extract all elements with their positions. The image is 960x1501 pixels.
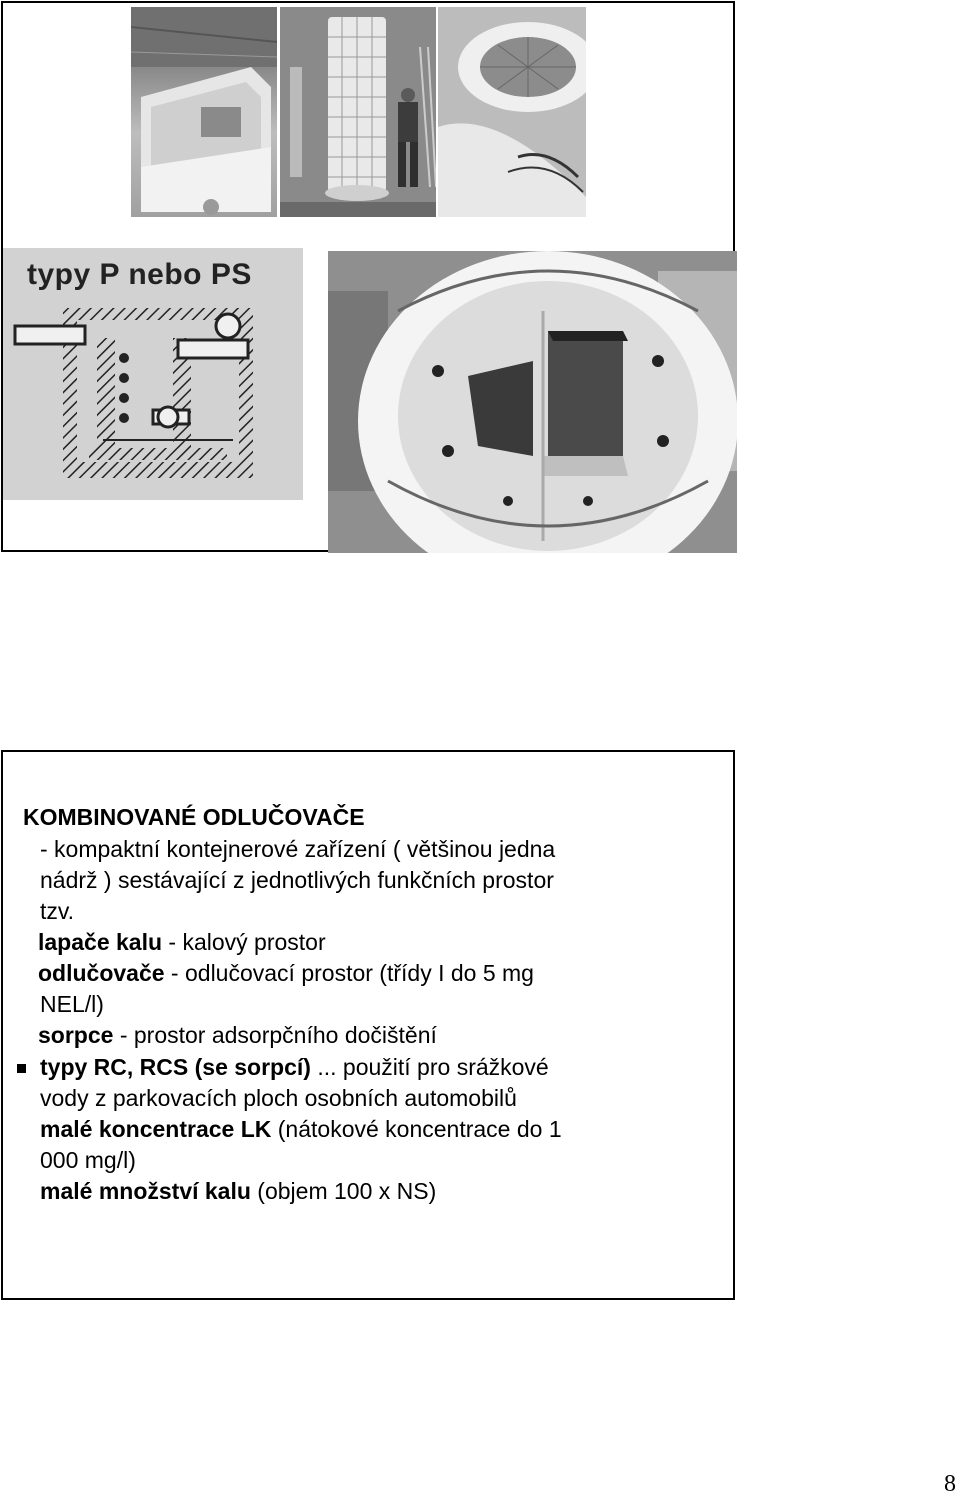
top-slide	[1, 1, 735, 552]
photo-cylinder-ring	[438, 7, 586, 217]
low-concentration-cont: 000 mg/l)	[40, 1147, 136, 1173]
item-separator-desc: - odlučovací prostor (třídy I do 5 mg	[164, 960, 534, 986]
low-concentration-desc: (nátokové koncentrace do 1	[271, 1116, 562, 1142]
item-separator-term: odlučovače	[38, 960, 165, 986]
photo-tank-interior	[328, 251, 737, 553]
bullet-types-rc-term: typy RC, RCS (se sorpcí)	[40, 1054, 311, 1080]
bullet-types-rc-cont: vody z parkovacích ploch osobních automobilů	[40, 1085, 517, 1111]
item-sludge-trap-desc: - kalový prostor	[162, 929, 326, 955]
square-bullet-icon	[17, 1064, 26, 1073]
low-sludge-term: malé množství kalu	[40, 1178, 251, 1204]
diagram-title: typy P nebo PS	[27, 258, 252, 291]
photo-cross-section-diagram	[3, 248, 303, 500]
item-sorption-desc: - prostor adsorpčního dočištění	[113, 1022, 437, 1048]
item-separator	[38, 958, 534, 989]
tank-interior-illustration	[328, 251, 737, 553]
bullet-types-rc-desc: ... použití pro srážkové	[310, 1054, 549, 1080]
photo-cylinder-tower	[280, 7, 436, 217]
bottom-slide	[1, 750, 735, 1300]
item-sorption-term: sorpce	[38, 1022, 114, 1048]
intro-line-2: nádrž ) sestávající z jednotlivých funkčních prostor	[40, 867, 554, 893]
low-concentration-term: malé koncentrace LK	[40, 1116, 272, 1142]
page-number: 8	[944, 1471, 956, 1497]
photo-open-tank	[131, 7, 277, 217]
item-sludge-trap-term: lapače kalu	[38, 929, 163, 955]
open-tank-illustration	[131, 7, 277, 217]
low-concentration	[40, 1114, 562, 1145]
item-sorption	[38, 1020, 437, 1051]
intro-line-1: - kompaktní kontejnerové zařízení ( většinou jedna	[40, 836, 556, 862]
tower-illustration	[280, 7, 436, 217]
low-sludge	[40, 1176, 436, 1207]
item-sludge-trap	[38, 927, 326, 958]
slide-heading: KOMBINOVANÉ ODLUČOVAČE	[23, 804, 365, 830]
item-separator-cont: NEL/l)	[40, 991, 104, 1017]
intro-line-3: tzv.	[40, 898, 75, 924]
low-sludge-desc: (objem 100 x NS)	[250, 1178, 437, 1204]
bullet-types-rc	[40, 1052, 549, 1083]
ring-illustration	[438, 7, 586, 217]
